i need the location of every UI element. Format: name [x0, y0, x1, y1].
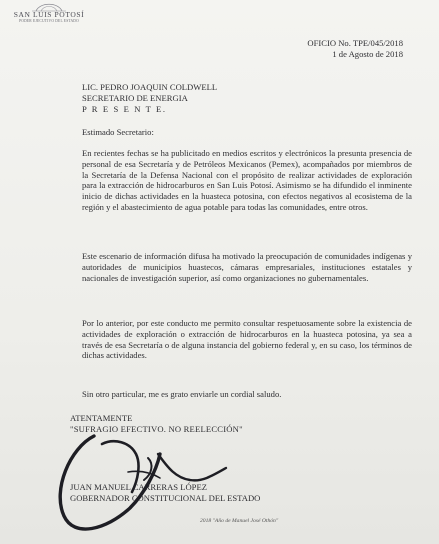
addressee-title: SECRETARIO DE ENERGIA [82, 92, 188, 103]
paragraph-concern: Este escenario de información difusa ha motivado la preocupación de comunidades indígenas y autoridades de municipios huastecos, cámaras empresariales, instituciones estatales y nacionales de investigación superior, así como organizaciones no gubernamentales. [82, 251, 412, 283]
addressee-block [82, 82, 217, 114]
closing-motto: "SUFRAGIO EFECTIVO. NO REELECCIÓN" [70, 424, 243, 434]
closing-block [70, 413, 243, 435]
office-number: OFICIO No. TPE/045/2018 [307, 38, 403, 48]
letter-date: 1 de Agosto de 2018 [332, 48, 403, 59]
closing-salutation: ATENTAMENTE [70, 413, 133, 423]
signer-block [70, 482, 260, 504]
addressee-name: LIC. PEDRO JOAQUIN COLDWELL [82, 82, 218, 92]
letterhead-subtitle: PODER EJECUTIVO DEL ESTADO [19, 19, 79, 23]
paragraph-request: Por lo anterior, por este conducto me permito consultar respetuosamente sobre la existencia de actividades de exploración o extracción de hidrocarburos en la huasteca potosina, ya sea a través de esa Secretaría o de alguna instancia del gobierno federal y, en su caso, los términos de dichas actividades. [82, 318, 412, 361]
signer-name: JUAN MANUEL CARRERAS LÓPEZ [70, 482, 207, 492]
reference-block [307, 38, 403, 59]
greeting: Estimado Secretario: [82, 127, 154, 137]
paragraph-farewell: Sin otro particular, me es grato enviarle un cordial saludo. [82, 389, 282, 399]
letterhead-state-name: SAN LUIS POTOSÍ [13, 10, 85, 19]
signer-title: GOBERNADOR CONSTITUCIONAL DEL ESTADO [70, 493, 261, 503]
paragraph-news: En recientes fechas se ha publicitado en medios escritos y electrónicos la presunta presencia de personal de esa Secretaría y de Petróleos Mexicanos (Pemex), acompañados por miembros de la Secretaría de la Defensa Nacional con el propósito de realizar actividades de exploración para la extracción de hidrocarburos en San Luis Potosí. Asimismo se ha difundido el inminente inicio de dichas actividades en la huasteca potosina, con efectos negativos al ecosistema de la región y el abastecimiento de agua potable para todas las comunidades, entre otros. [82, 148, 412, 212]
addressee-presente: P R E S E N T E. [82, 103, 167, 114]
footer-year-note: 2018 "Año de Manuel José Othón" [200, 518, 279, 524]
